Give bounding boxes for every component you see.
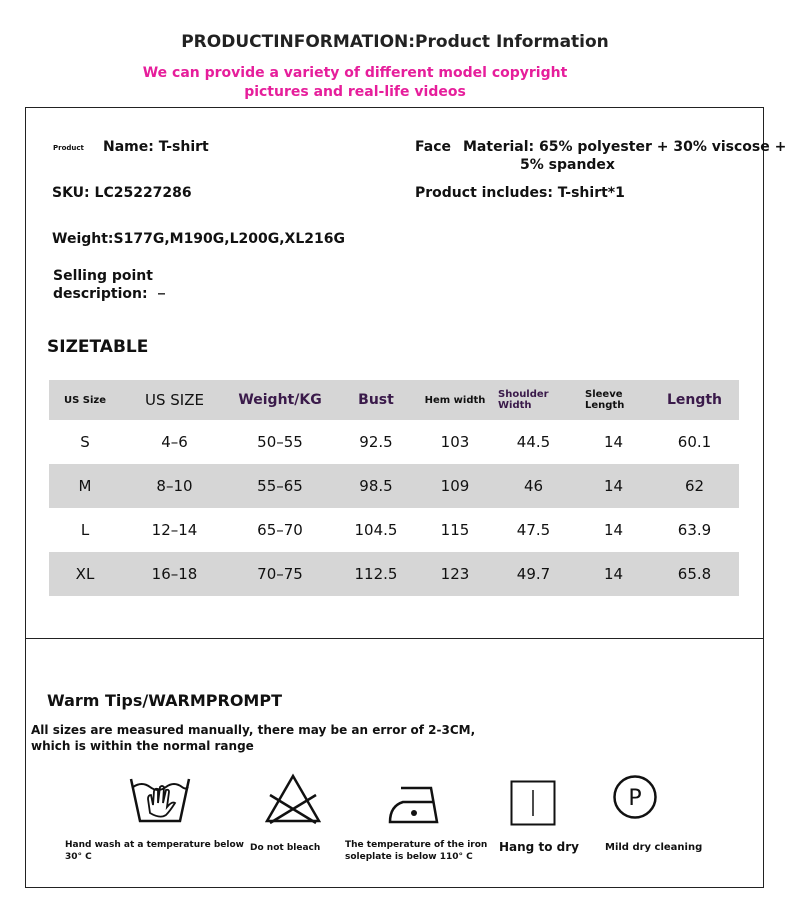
header-shoulder-width: Shoulder Width	[498, 389, 549, 411]
warm-tips-title: Warm Tips/WARMPROMPT	[47, 691, 282, 710]
material-line-1: Material: 65% polyester + 30% viscose +	[463, 139, 787, 155]
cell: 14	[603, 433, 624, 451]
svg-text:P: P	[628, 786, 642, 811]
product-includes: Product includes: T-shirt*1	[415, 185, 625, 201]
header-bust: Bust	[358, 392, 394, 408]
subtitle-line-2: pictures and real-life videos	[244, 84, 466, 100]
cell: 14	[603, 565, 624, 583]
cell: L	[80, 521, 90, 539]
cell: 109	[440, 477, 470, 495]
cell: 16–18	[151, 565, 198, 583]
table-row	[49, 552, 739, 596]
header-us-size-range: US SIZE	[145, 391, 204, 409]
cell: 65–70	[257, 521, 303, 539]
cell: 50–55	[257, 433, 303, 451]
page-subtitle	[130, 64, 580, 102]
subtitle-line-1: We can provide a variety of different model copyright	[142, 65, 568, 81]
do-not-bleach-icon	[265, 773, 321, 825]
selling-point-label-1: Selling point	[53, 268, 153, 284]
care-caption-line: Hand wash at a temperature below	[65, 840, 244, 850]
cell: 14	[603, 477, 624, 495]
header-sleeve-length: Sleeve Length	[585, 389, 625, 411]
cell: 55–65	[257, 477, 303, 495]
product-small-label: Product	[53, 144, 84, 152]
cell: 46	[523, 477, 544, 495]
cell: S	[80, 433, 90, 451]
header-us-size: US Size	[63, 394, 107, 406]
care-caption-dry-clean: Mild dry cleaning	[605, 842, 703, 853]
cell: M	[78, 477, 92, 495]
cell: 63.9	[677, 521, 712, 539]
size-table	[49, 380, 739, 596]
care-caption-line: The temperature of the iron	[345, 840, 488, 850]
dry-clean-icon	[612, 774, 658, 820]
table-row	[49, 420, 739, 464]
iron-icon	[387, 780, 441, 826]
weight: Weight:S177G,M190G,L200G,XL216G	[52, 231, 345, 247]
page-title: PRODUCTINFORMATION:Product Information	[181, 32, 609, 52]
face-label: Face	[415, 139, 451, 155]
header-weight: Weight/KG	[238, 392, 322, 408]
selling-point-label-2: description:	[53, 286, 148, 302]
care-caption-hang: Hang to dry	[499, 840, 579, 854]
cell: 70–75	[257, 565, 303, 583]
cell: 112.5	[354, 565, 398, 583]
care-caption-iron	[345, 839, 495, 863]
cell: 8–10	[156, 477, 193, 495]
cell: 115	[440, 521, 470, 539]
header-length: Length	[666, 392, 723, 408]
care-caption-line: 30° C	[65, 852, 92, 862]
size-table-header	[49, 380, 739, 420]
warm-tips-line-2: which is within the normal range	[31, 739, 254, 753]
cell: XL	[75, 565, 95, 583]
warm-tips-line-1: All sizes are measured manually, there may be an error of 2-3CM,	[31, 723, 476, 737]
cell: 65.8	[677, 565, 712, 583]
hand-wash-icon	[128, 773, 192, 825]
cell: 92.5	[359, 433, 393, 451]
cell: 62	[684, 477, 705, 495]
cell: 49.7	[516, 565, 551, 583]
header-hem-width: Hem width	[424, 394, 486, 406]
cell: 44.5	[516, 433, 551, 451]
cell: 4–6	[161, 433, 188, 451]
care-caption-bleach: Do not bleach	[250, 843, 321, 853]
cell: 98.5	[359, 477, 393, 495]
cell: 104.5	[354, 521, 398, 539]
table-row	[49, 508, 739, 552]
material-line-2: 5% spandex	[520, 157, 615, 173]
table-row	[49, 464, 739, 508]
cell: 60.1	[677, 433, 712, 451]
cell: 14	[603, 521, 624, 539]
hang-to-dry-icon	[510, 780, 556, 826]
size-table-title: SIZETABLE	[47, 337, 149, 357]
care-caption-line: soleplate is below 110° C	[345, 852, 473, 862]
cell: 123	[440, 565, 470, 583]
selling-point-value: _	[158, 279, 165, 295]
cell: 47.5	[516, 521, 551, 539]
warm-tips-text	[31, 722, 475, 754]
sku: SKU: LC25227286	[52, 185, 192, 201]
cell: 103	[440, 433, 470, 451]
product-name: Name: T-shirt	[103, 139, 209, 155]
care-caption-hand-wash	[65, 839, 245, 863]
cell: 12–14	[151, 521, 198, 539]
